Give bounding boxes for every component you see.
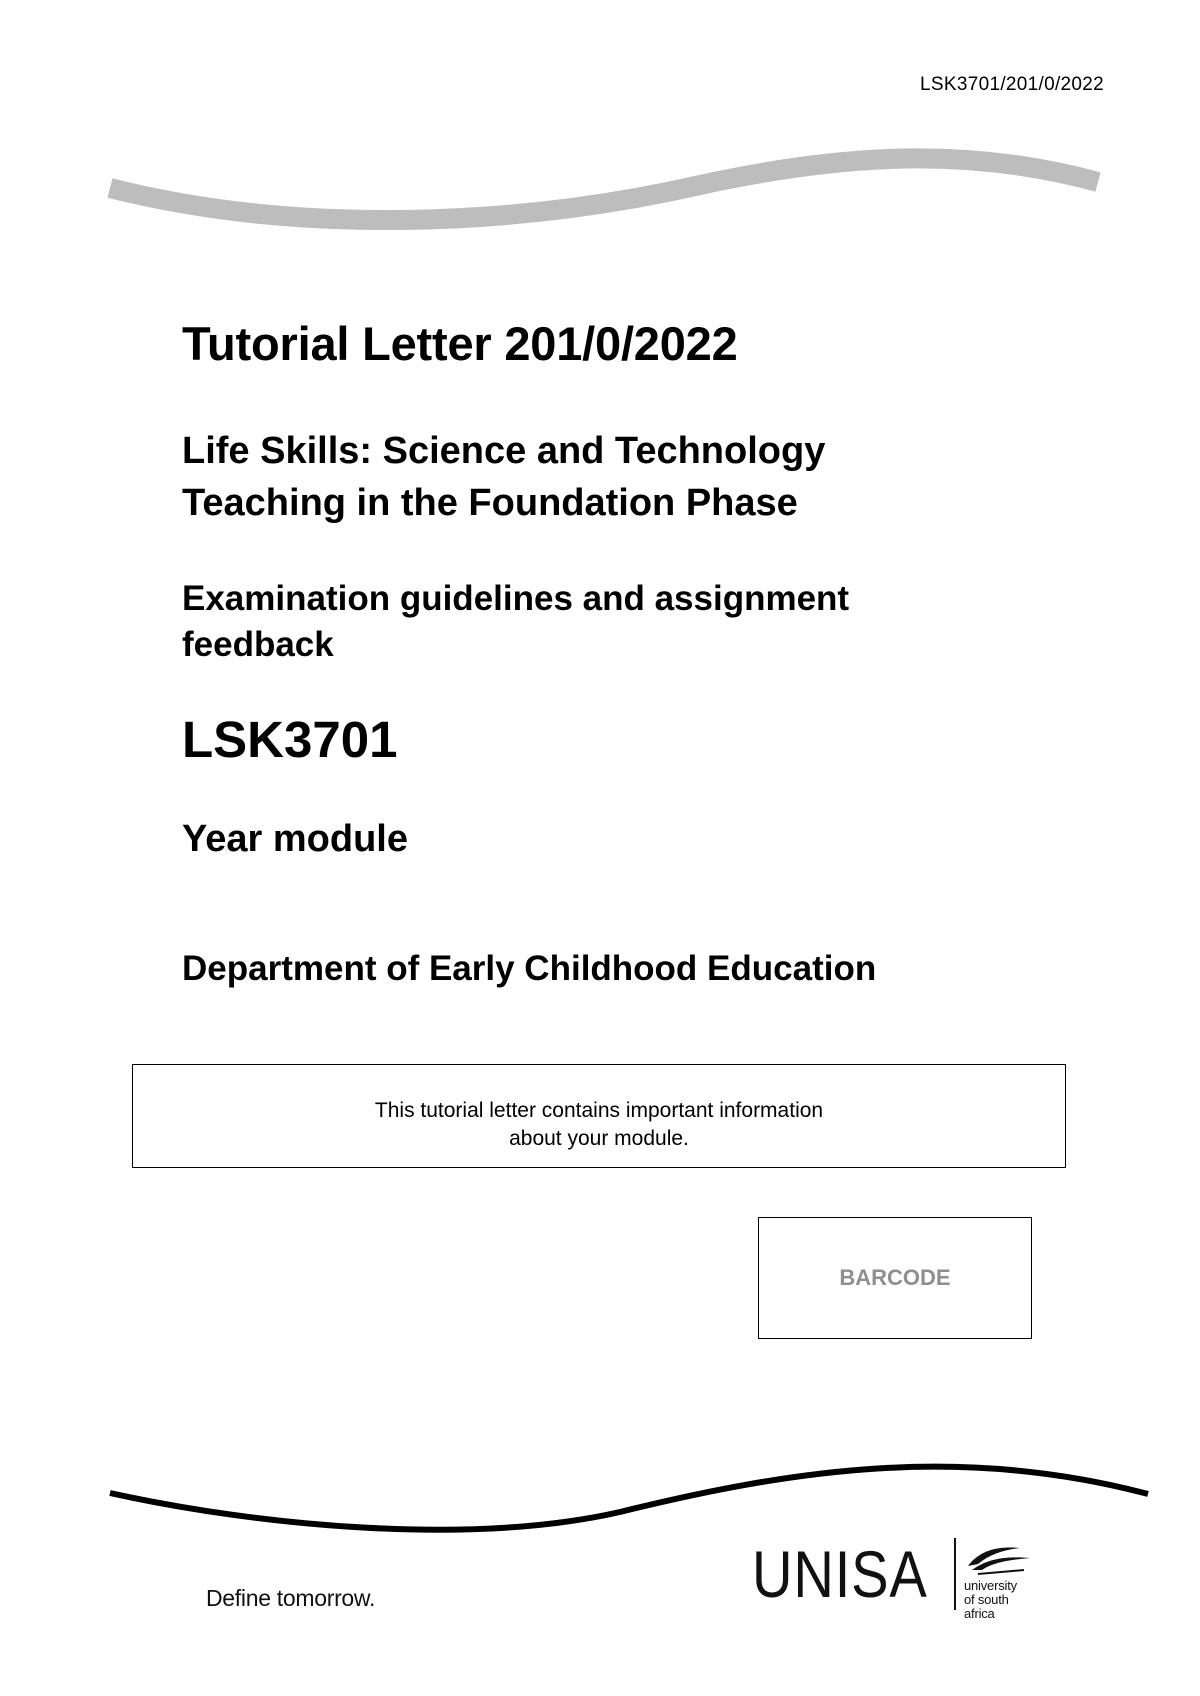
letter-subtitle-line-2: feedback: [182, 625, 334, 664]
important-info-box: [132, 1064, 1066, 1168]
letter-subtitle: [182, 576, 1042, 668]
unisa-emblem-icon: [964, 1544, 1034, 1578]
footer-tagline: Define tomorrow.: [206, 1585, 376, 1611]
module-name-line-2: Teaching in the Foundation Phase: [182, 482, 798, 524]
info-box-line-2: about your module.: [509, 1127, 689, 1150]
unisa-logo-subtext: [964, 1579, 1017, 1621]
document-reference: LSK3701/201/0/2022: [920, 74, 1104, 95]
logo-sub-line-1: university: [964, 1578, 1017, 1593]
department-name: Department of Early Childhood Education: [182, 949, 877, 988]
module-duration: Year module: [182, 818, 408, 860]
letter-subtitle-line-1: Examination guidelines and assignment: [182, 579, 850, 618]
module-name-line-1: Life Skills: Science and Technology: [182, 430, 826, 472]
tutorial-letter-title: Tutorial Letter 201/0/2022: [182, 317, 738, 370]
info-box-line-1: This tutorial letter contains important information: [374, 1099, 824, 1122]
barcode-label: BARCODE: [839, 1265, 951, 1290]
unisa-logo-wordmark: UNISA: [752, 1537, 928, 1611]
module-code: LSK3701: [182, 711, 398, 768]
module-name: [182, 425, 1082, 529]
logo-sub-line-2: of south africa: [964, 1592, 1009, 1621]
barcode-placeholder: [758, 1217, 1032, 1339]
top-wave-decoration: [0, 0, 1200, 260]
logo-divider: [954, 1538, 956, 1610]
